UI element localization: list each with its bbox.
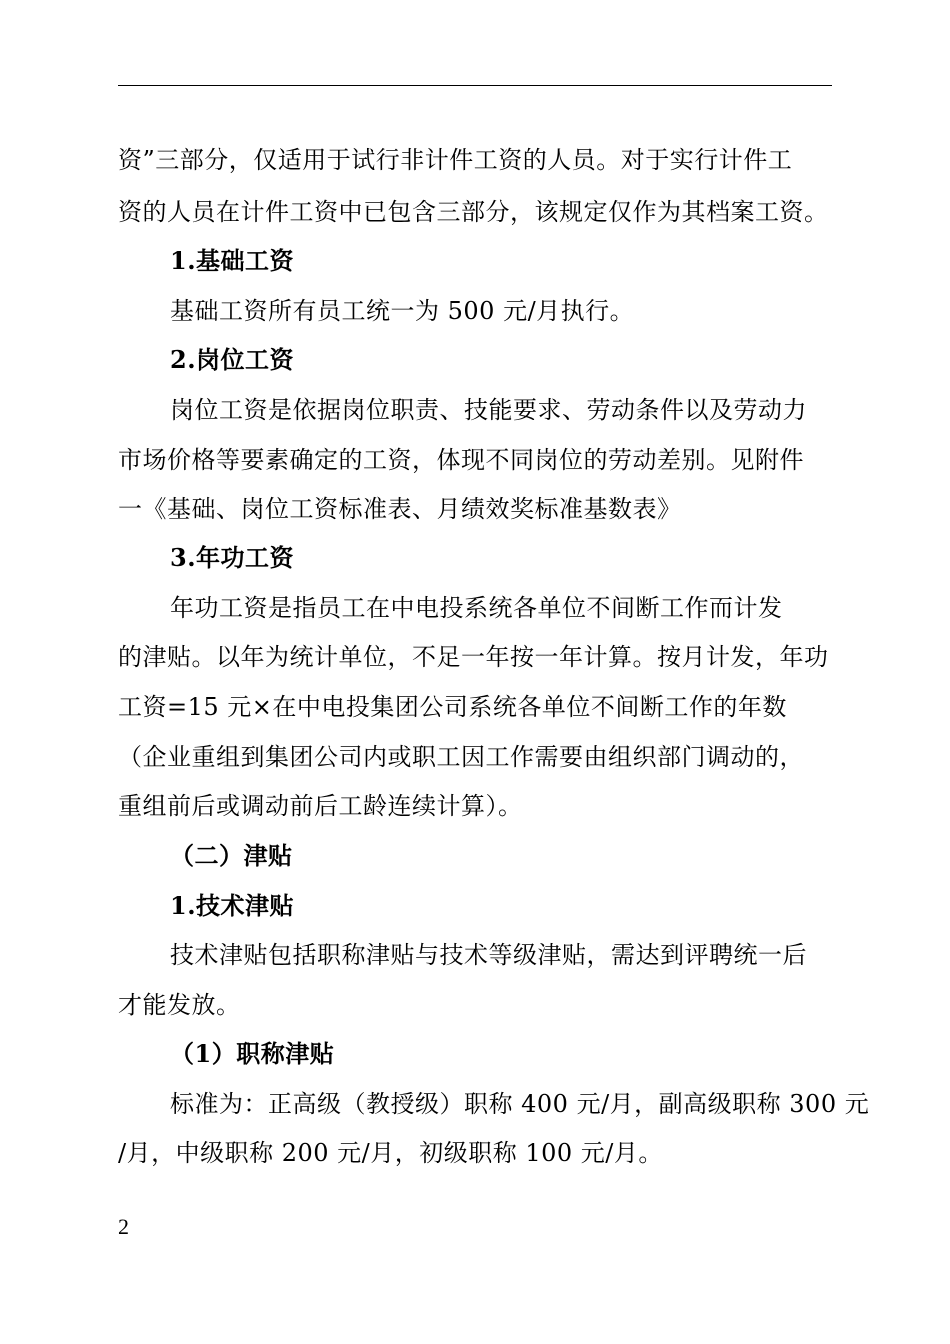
paragraph-line: 基础工资所有员工统一为 500 元/月执行。 (170, 297, 635, 325)
section-heading: （二）津贴 (170, 841, 293, 870)
paragraph-line: 资的人员在计件工资中已包含三部分，该规定仅作为其档案工资。 (118, 198, 829, 226)
paragraph-line: 岗位工资是依据岗位职责、技能要求、劳动条件以及劳动力 (170, 396, 807, 424)
section-heading: 2.岗位工资 (170, 345, 295, 374)
section-heading: 1.基础工资 (170, 246, 295, 275)
paragraph-line: （企业重组到集团公司内或职工因工作需要由组织部门调动的， (118, 743, 804, 771)
page-number: 2 (118, 1214, 129, 1239)
paragraph-line: 技术津贴包括职称津贴与技术等级津贴，需达到评聘统一后 (170, 941, 807, 969)
header-rule (118, 85, 832, 86)
paragraph-line: 工资=15 元×在中电投集团公司系统各单位不间断工作的年数 (118, 693, 787, 721)
paragraph-line: /月，中级职称 200 元/月，初级职称 100 元/月。 (118, 1139, 663, 1167)
section-heading: （1）职称津贴 (170, 1039, 335, 1068)
paragraph-line: 的津贴。以年为统计单位，不足一年按一年计算。按月计发，年功 (118, 643, 829, 671)
paragraph-line: 一《基础、岗位工资标准表、月绩效奖标准基数表》 (118, 495, 682, 523)
paragraph-line: 资”三部分，仅适用于试行非计件工资的人员。对于实行计件工 (118, 146, 793, 174)
paragraph-line: 重组前后或调动前后工龄连续计算）。 (118, 792, 523, 820)
paragraph-line: 才能发放。 (118, 991, 241, 1019)
paragraph-line: 年功工资是指员工在中电投系统各单位不间断工作而计发 (170, 594, 783, 622)
paragraph-line: 市场价格等要素确定的工资，体现不同岗位的劳动差别。见附件 (118, 446, 804, 474)
section-heading: 3.年功工资 (170, 543, 295, 572)
section-heading: 1.技术津贴 (170, 891, 295, 920)
paragraph-line: 标准为：正高级（教授级）职称 400 元/月，副高级职称 300 元 (170, 1090, 870, 1118)
